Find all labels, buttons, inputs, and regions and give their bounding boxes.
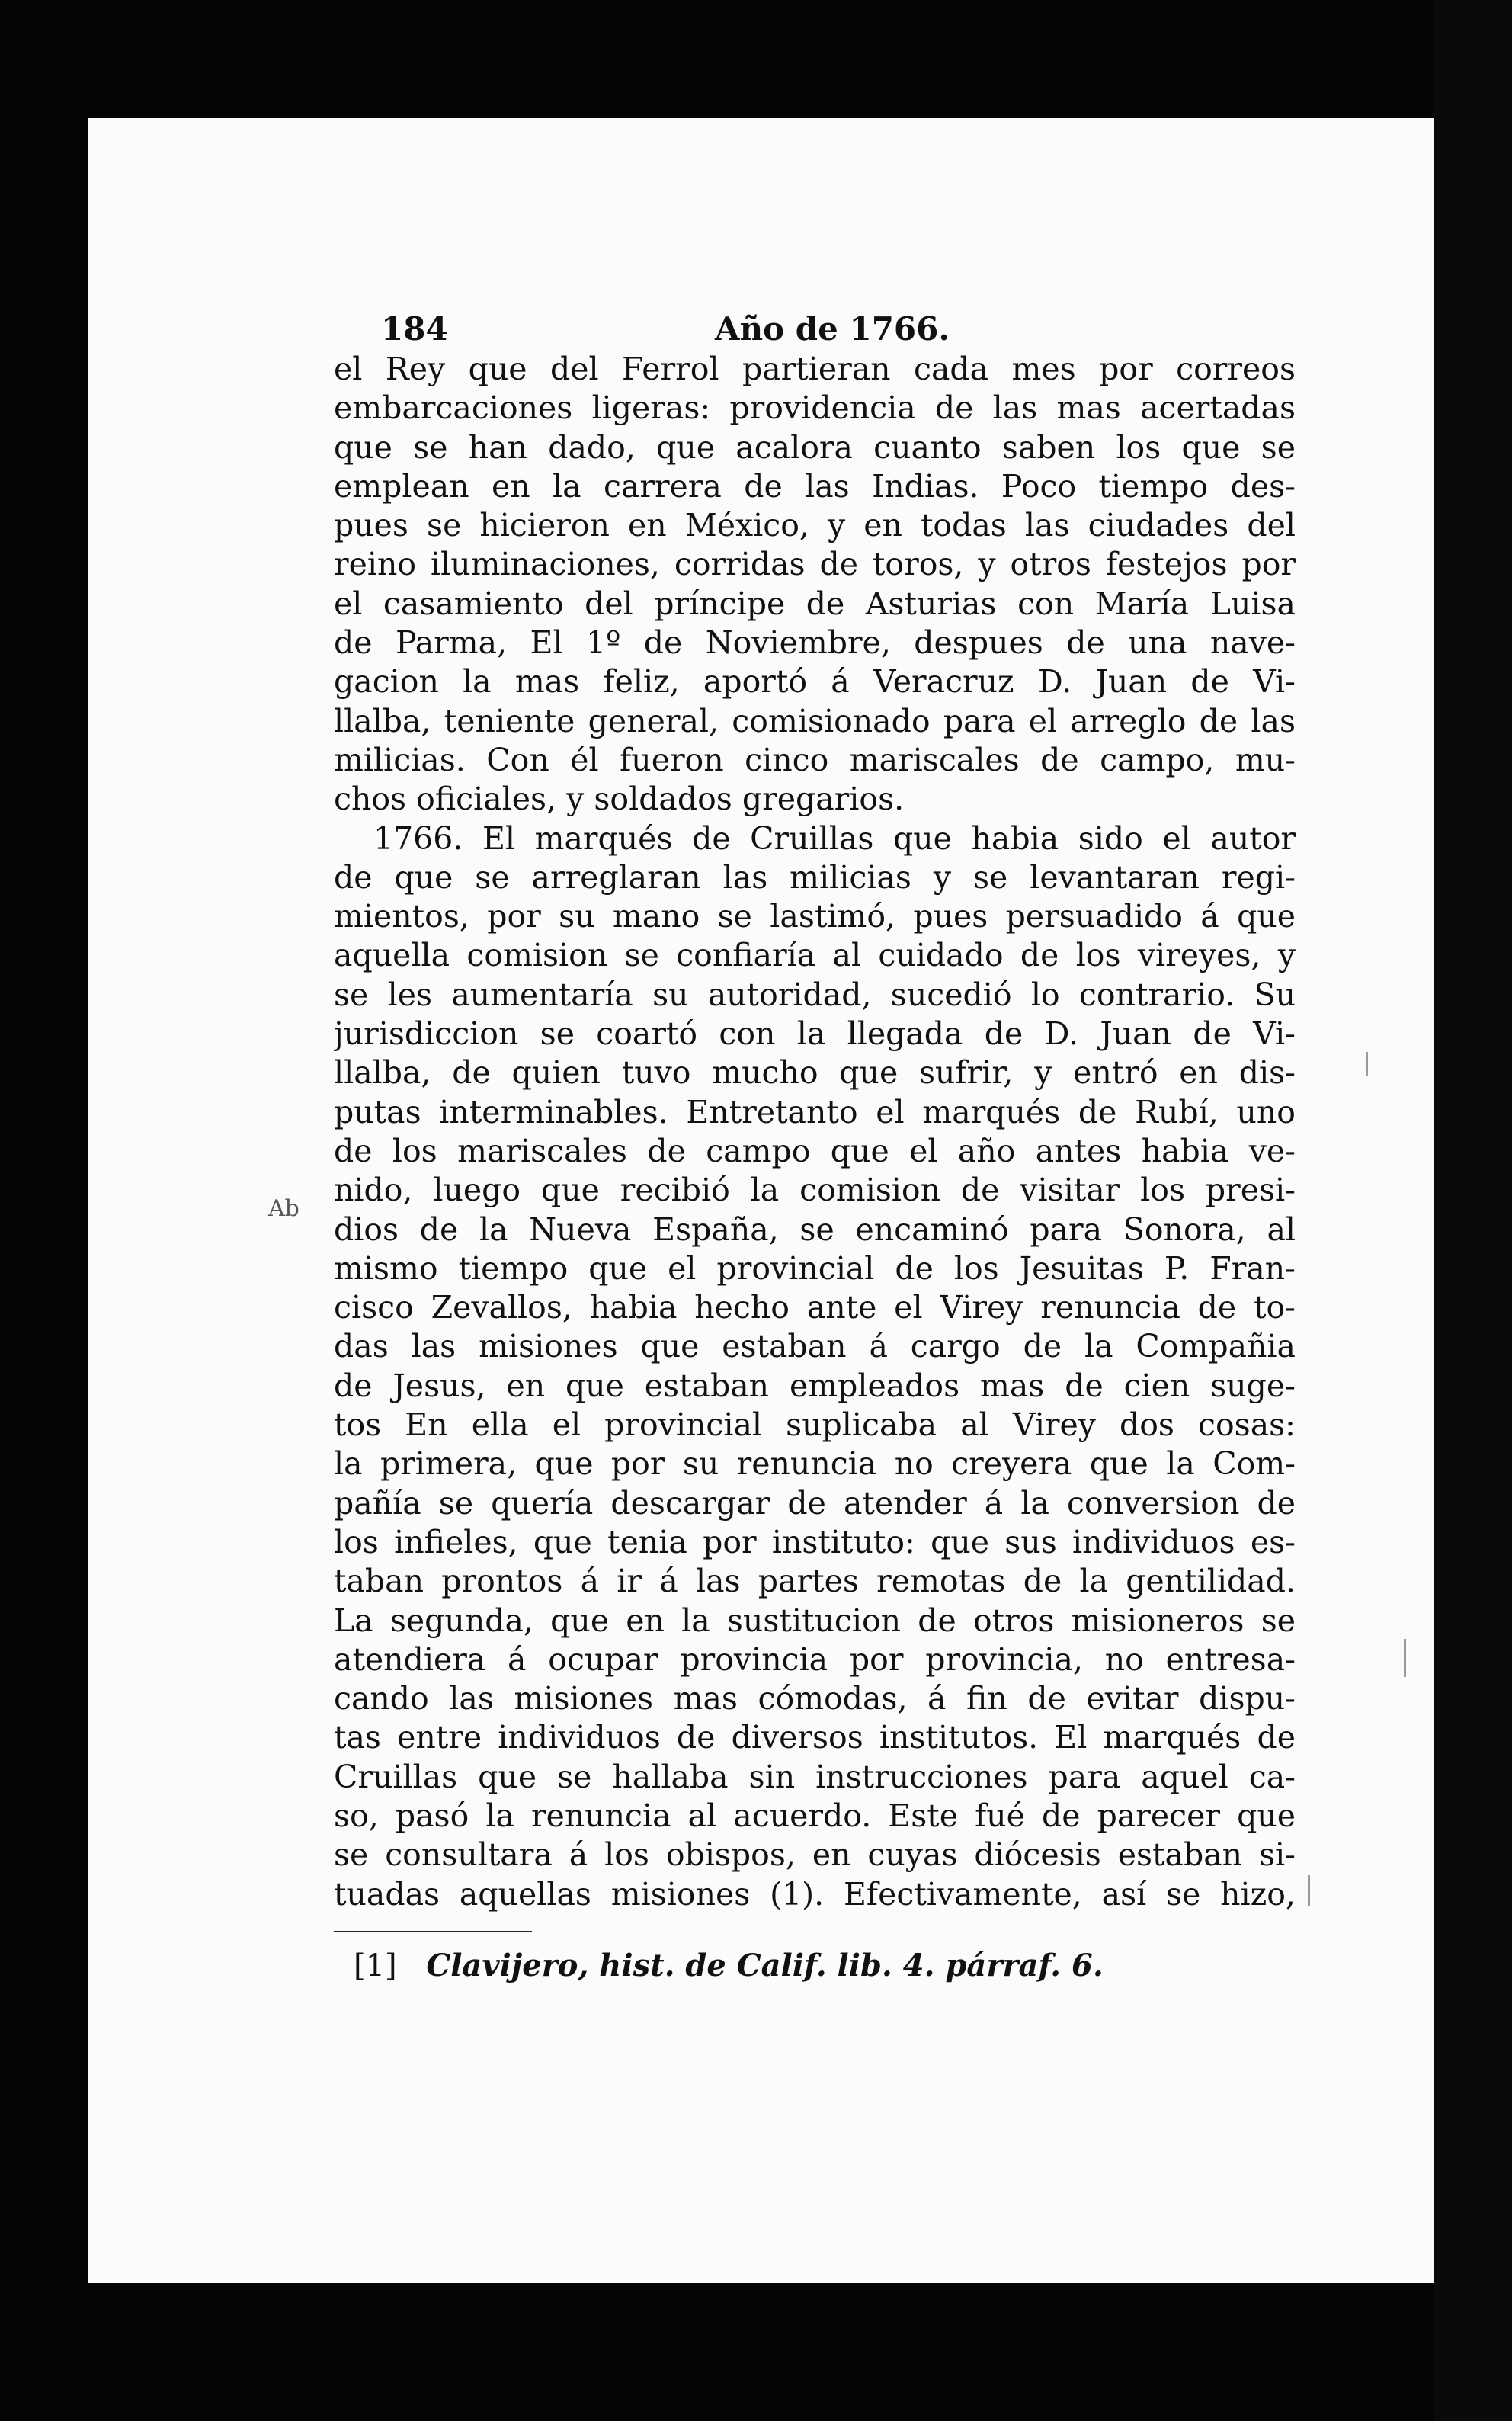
text-line: se les aumentaría su autoridad, sucedió lo contrario. Su: [334, 976, 1296, 1013]
text-line: atendiera á ocupar provincia por provincia, no entresa-: [334, 1640, 1296, 1678]
text-line: de los mariscales de campo que el año antes habia ve-: [334, 1132, 1296, 1169]
text-line: dios de la Nueva España, se encaminó para Sonora, al: [334, 1210, 1296, 1248]
text-line: tuadas aquellas misiones (1). Efectivamente, así se hizo,: [334, 1875, 1296, 1913]
text-line: taban prontos á ir á las partes remotas de la gentilidad.: [334, 1563, 1296, 1600]
text-line: cando las misiones mas cómodas, á fin de evitar dispu-: [334, 1680, 1296, 1717]
scan-speck: [1404, 1639, 1406, 1677]
text-line: que se han dado, que acalora cuanto saben los que se: [334, 428, 1296, 466]
footnote-text: Clavijero, hist. de Calif. lib. 4. párraf. 6.: [426, 1947, 1104, 1983]
text-line: reino iluminaciones, corridas de toros, y otros festejos por: [334, 546, 1296, 583]
text-line: llalba, teniente general, comisionado para el arreglo de las: [334, 702, 1296, 739]
text-line: mismo tiempo que el provincial de los Jesuitas P. Fran-: [334, 1249, 1296, 1287]
scan-speck: [1308, 1875, 1310, 1906]
text-line: mientos, por su mano se lastimó, pues persuadido á que: [334, 898, 1296, 935]
scan-dark-edge: [1434, 0, 1512, 2421]
text-line: pues se hicieron en México, y en todas las ciudades del: [334, 507, 1296, 544]
text-line: La segunda, que en la sustitucion de otros misioneros se: [334, 1602, 1296, 1639]
margin-mark: Ab: [268, 1195, 300, 1222]
text-line: de Jesus, en que estaban empleados mas de cien suge-: [334, 1367, 1296, 1404]
text-line: jurisdiccion se coartó con la llegada de D. Juan de Vi-: [334, 1015, 1296, 1053]
text-line: aquella comision se confiaría al cuidado de los vireyes, y: [334, 937, 1296, 974]
running-head-title: Año de 1766.: [715, 310, 950, 348]
text-line: 1766. El marqués de Cruillas que habia sido el autor: [373, 819, 1296, 857]
body-text: [334, 350, 1296, 1914]
text-line: tos En ella el provincial suplicaba al Virey dos cosas:: [334, 1406, 1296, 1444]
footnote-rule: [334, 1931, 532, 1932]
text-line: de que se arreglaran las milicias y se levantaran regi-: [334, 858, 1296, 896]
text-line: so, pasó la renuncia al acuerdo. Este fué de parecer que: [334, 1797, 1296, 1834]
text-line: milicias. Con él fueron cinco mariscales de campo, mu-: [334, 741, 1296, 778]
text-line: nido, luego que recibió la comision de visitar los presi-: [334, 1172, 1296, 1209]
text-line: llalba, de quien tuvo mucho que sufrir, y entró en dis-: [334, 1054, 1296, 1092]
footnote-marker: [1]: [354, 1948, 397, 1983]
text-line: de Parma, El 1º de Noviembre, despues de una nave-: [334, 624, 1296, 662]
page-number: 184: [381, 310, 448, 348]
text-line: el casamiento del príncipe de Asturias con María Luisa: [334, 585, 1296, 622]
text-line: emplean en la carrera de las Indias. Poco tiempo des-: [334, 467, 1296, 505]
scan-speck: [1366, 1052, 1368, 1076]
text-line: putas interminables. Entretanto el marqués de Rubí, uno: [334, 1093, 1296, 1130]
text-line: la primera, que por su renuncia no creyera que la Com-: [334, 1445, 1296, 1483]
text-line: los infieles, que tenia por instituto: que sus individuos es-: [334, 1523, 1296, 1560]
page-text-block: [334, 309, 1296, 1986]
text-line: chos oficiales, y soldados gregarios.: [334, 781, 905, 818]
text-line: cisco Zevallos, habia hecho ante el Virey renuncia de to-: [334, 1289, 1296, 1326]
text-line: gacion la mas feliz, aportó á Veracruz D. Juan de Vi-: [334, 663, 1296, 701]
text-line: pañía se quería descargar de atender á la conversion de: [334, 1484, 1296, 1522]
text-line: el Rey que del Ferrol partieran cada mes por correos: [334, 351, 1296, 387]
running-head: [334, 309, 1296, 350]
text-line: tas entre individuos de diversos institutos. El marqués de: [334, 1719, 1296, 1756]
text-line: embarcaciones ligeras: providencia de las mas acertadas: [334, 390, 1296, 427]
text-line: se consultara á los obispos, en cuyas diócesis estaban si-: [334, 1836, 1296, 1874]
text-line: das las misiones que estaban á cargo de la Compañia: [334, 1328, 1296, 1365]
footnote: [334, 1946, 1296, 1986]
text-line: Cruillas que se hallaba sin instrucciones para aquel ca-: [334, 1758, 1296, 1795]
